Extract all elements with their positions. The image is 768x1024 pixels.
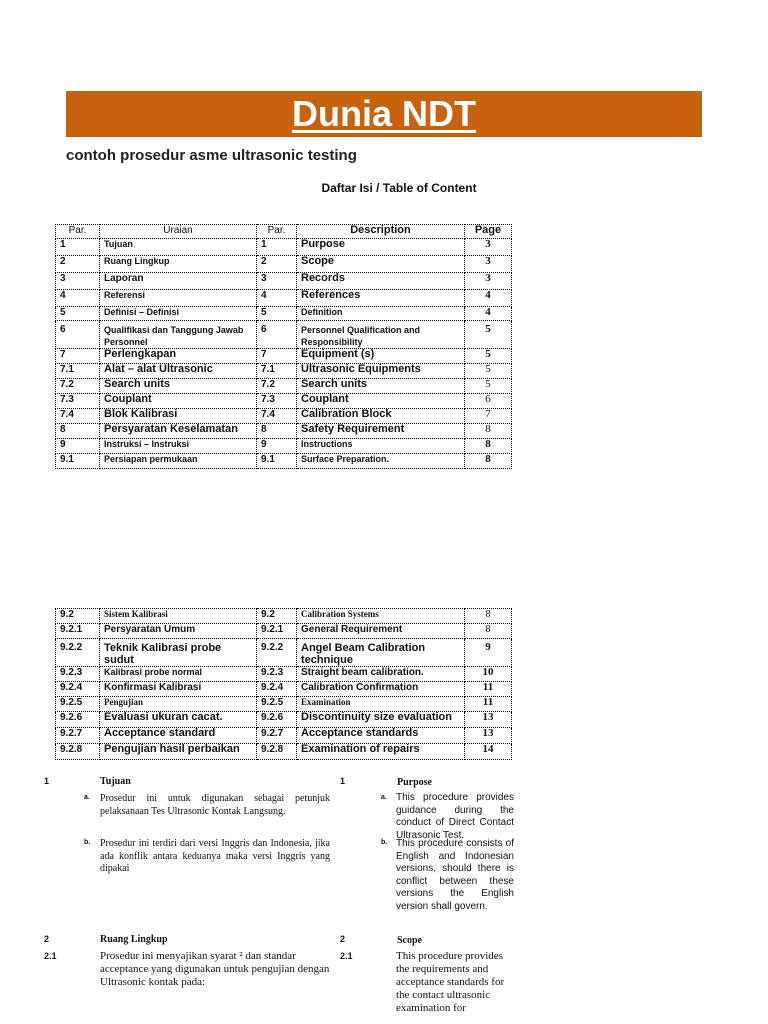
toc-par: 4 [257,290,297,307]
toc-par: 7 [56,349,100,364]
toc-row [56,239,512,256]
site-title-link[interactable]: Dunia NDT [292,93,476,134]
toc-uraian: Alat – alat Ultrasonic [100,364,257,379]
toc-description: Calibration Confirmation [297,682,465,697]
toc-uraian: Qualifikasi dan Tanggung Jawab Personnel [100,321,257,349]
section-number: 1 [44,776,50,786]
toc-row [56,409,512,424]
toc-page: 8 [465,454,512,469]
section-title: Tujuan [100,776,131,787]
toc-uraian: Kalibrasi probe normal [100,667,257,682]
toc-par: 9.2.1 [56,624,100,639]
toc-row [56,639,512,667]
toc-uraian: Evaluasi ukuran cacat. [100,712,257,728]
toc-uraian: Persyaratan Keselamatan [100,424,257,439]
toc-par: 3 [56,273,100,290]
toc-row [56,609,512,624]
toc-uraian: Tujuan [100,239,257,256]
toc-row [56,424,512,439]
toc-uraian: Teknik Kalibrasi probe sudut [100,639,257,667]
toc-par: 2 [257,256,297,273]
toc-row [56,394,512,409]
toc-description: Calibration Block [297,409,465,424]
toc-row [56,307,512,321]
toc-page: 3 [465,273,512,290]
item-letter: a. [381,794,387,801]
toc-uraian: Instruksi – Instruksi [100,439,257,454]
toc-uraian: Ruang Lingkup [100,256,257,273]
toc-par: 5 [257,307,297,321]
toc-par: 7.1 [56,364,100,379]
toc-row [56,256,512,273]
toc-par: 6 [257,321,297,349]
toc-description: Instructions [297,439,465,454]
paragraph: This procedure provides the requirements and acceptance standards for the contact ultrasonic examination for [396,950,505,1014]
toc-row [56,321,512,349]
toc-par: 8 [257,424,297,439]
toc-row [56,349,512,364]
toc-description: Straight beam calibration. [297,667,465,682]
toc-uraian: Laporan [100,273,257,290]
toc-par: 7.3 [257,394,297,409]
toc-par: 9.2.2 [257,639,297,667]
toc-par: 9.1 [257,454,297,469]
item-letter: b. [381,839,388,846]
col-par-en: Par. [257,225,297,239]
title-banner [66,91,702,137]
toc-description: Search units [297,379,465,394]
toc-page: 5 [465,349,512,364]
item-letter: a. [84,794,90,801]
toc-page: 13 [465,712,512,728]
toc-description: References [297,290,465,307]
toc-uraian: Blok Kalibrasi [100,409,257,424]
toc-par: 9.2.4 [56,682,100,697]
toc-page: 5 [465,321,512,349]
toc-uraian: Persyaratan Umum [100,624,257,639]
toc-par: 9.2.8 [257,744,297,760]
toc-page: 14 [465,744,512,760]
toc-page: 5 [465,364,512,379]
toc-page: 4 [465,307,512,321]
toc-row [56,364,512,379]
toc-par: 9.2.5 [257,697,297,712]
toc-page: 6 [465,394,512,409]
col-par-id: Par. [56,225,100,239]
toc-description: Safety Requirement [297,424,465,439]
toc-uraian: Sistem Kalibrasi [100,609,257,624]
toc-description: Equipment (s) [297,349,465,364]
toc-par: 9.2.3 [257,667,297,682]
toc-page: 3 [465,256,512,273]
toc-par: 9.2.5 [56,697,100,712]
toc-page: 4 [465,290,512,307]
col-description: Description [297,225,465,239]
toc-par: 7.4 [56,409,100,424]
toc-description: Records [297,273,465,290]
toc-par: 7.3 [56,394,100,409]
toc-page: 8 [465,624,512,639]
toc-page: 3 [465,239,512,256]
toc-uraian: Definisi – Definisi [100,307,257,321]
toc-par: 7 [257,349,297,364]
toc-page: 11 [465,682,512,697]
toc-page: 9 [465,639,512,667]
subsection-number: 2.1 [44,951,57,961]
toc-par: 7.1 [257,364,297,379]
toc-par: 1 [56,239,100,256]
toc-uraian: Couplant [100,394,257,409]
toc-par: 9.2.7 [56,728,100,744]
toc-row [56,712,512,728]
toc-row [56,273,512,290]
toc-par: 7.2 [257,379,297,394]
toc-page: 8 [465,609,512,624]
toc-par: 9 [257,439,297,454]
toc-page: 11 [465,697,512,712]
toc-par: 9.2.8 [56,744,100,760]
page-subtitle: contoh prosedur asme ultrasonic testing [66,147,357,164]
toc-par: 9.2 [56,609,100,624]
toc-description: Acceptance standards [297,728,465,744]
toc-uraian: Search units [100,379,257,394]
toc-row [56,697,512,712]
toc-page: 13 [465,728,512,744]
section-number: 1 [340,776,346,786]
paragraph: Prosedur ini untuk digunakan sebagai petunjuk pelaksanaan Tes Ultrasonic Kontak Langsung. [100,793,330,817]
subsection-number: 2.1 [340,951,353,961]
toc-description: Discontinuity size evaluation [297,712,465,728]
toc-par: 7.4 [257,409,297,424]
toc-row [56,728,512,744]
toc-description: Examination [297,697,465,712]
toc-page: 7 [465,409,512,424]
paragraph: Prosedur ini menyajikan syarat ² dan standar acceptance yang digunakan untuk pengujian dengan Ultrasonic kontak pada: [100,950,330,988]
col-uraian: Uraian [100,225,257,239]
toc-description: Purpose [297,239,465,256]
toc-page: 5 [465,379,512,394]
toc-uraian: Perlengkapan [100,349,257,364]
toc-page: 8 [465,439,512,454]
section-title: Scope [397,935,422,946]
toc-page: 8 [465,424,512,439]
toc-description: Personnel Qualification and Responsibility [297,321,465,349]
section-title: Purpose [397,777,432,788]
toc-row [56,682,512,697]
toc-par: 2 [56,256,100,273]
toc-row [56,667,512,682]
toc-par: 9.2.6 [257,712,297,728]
toc-uraian: Referensi [100,290,257,307]
toc-header-row [56,225,512,239]
toc-page: 10 [465,667,512,682]
toc-table-1 [55,224,512,469]
toc-description: Definition [297,307,465,321]
toc-par: 6 [56,321,100,349]
toc-row [56,290,512,307]
toc-row [56,439,512,454]
toc-table-2 [55,608,512,760]
toc-row [56,624,512,639]
toc-row [56,379,512,394]
section-number: 2 [44,934,50,944]
toc-par: 8 [56,424,100,439]
toc-par: 9.2.3 [56,667,100,682]
col-page: Page [465,225,512,239]
toc-par: 5 [56,307,100,321]
toc-description: Calibration Systems [297,609,465,624]
toc-description: Scope [297,256,465,273]
toc-uraian: Pengujian [100,697,257,712]
toc-description: Surface Preparation. [297,454,465,469]
toc-description: General Requirement [297,624,465,639]
toc-description: Ultrasonic Equipments [297,364,465,379]
toc-row [56,454,512,469]
paragraph: Prosedur ini terdiri dari versi Inggris dan Indonesia, jika ada konflik antara keduanya maka versi Inggris yang dipakai [100,838,330,874]
toc-par: 9.2.7 [257,728,297,744]
toc-par: 3 [257,273,297,290]
toc-par: 1 [257,239,297,256]
toc-heading: Daftar Isi / Table of Content [321,181,477,195]
toc-par: 9.2 [257,609,297,624]
toc-description: Angel Beam Calibration technique [297,639,465,667]
toc-uraian: Acceptance standard [100,728,257,744]
toc-par: 9.1 [56,454,100,469]
toc-par: 4 [56,290,100,307]
toc-uraian: Persiapan permukaan [100,454,257,469]
section-title: Ruang Lingkup [100,934,168,945]
toc-par: 9.2.4 [257,682,297,697]
toc-uraian: Pengujian hasil perbaikan [100,744,257,760]
item-letter: b. [84,839,91,846]
paragraph: This procedure provides guidance during the conduct of Direct Contact Ultrasonic Test. [396,792,514,841]
section-number: 2 [340,934,346,944]
toc-par: 9 [56,439,100,454]
toc-uraian: Konfirmasi Kalibrasi [100,682,257,697]
toc-par: 9.2.1 [257,624,297,639]
toc-par: 9.2.6 [56,712,100,728]
toc-description: Examination of repairs [297,744,465,760]
toc-par: 9.2.2 [56,639,100,667]
toc-description: Couplant [297,394,465,409]
toc-row [56,744,512,760]
paragraph: This procedure consists of English and Indonesian versions, should there is conflict between these versions the English version shall govern. [396,838,514,912]
toc-par: 7.2 [56,379,100,394]
